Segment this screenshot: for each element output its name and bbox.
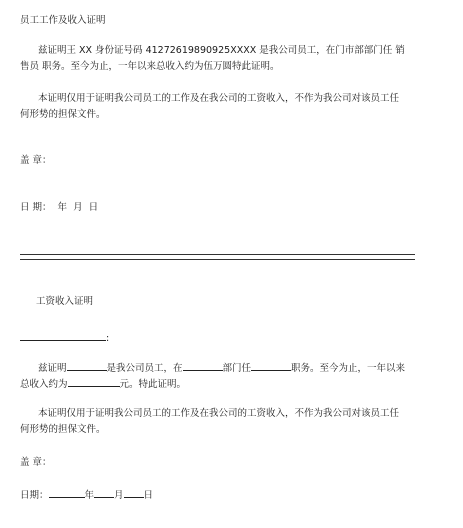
double-divider <box>20 254 415 260</box>
para1-text-a: 兹证明 <box>38 363 67 374</box>
section2-date-line <box>20 487 153 502</box>
section1-date-label: 日 期： 年 月 日 <box>20 202 99 213</box>
section2-title: 工资收入证明 <box>36 296 94 307</box>
day-label: 日 <box>143 490 154 501</box>
section2-para1-line1 <box>38 360 405 375</box>
section2-para2-line1: 本证明仅用于证明我公司员工的工作及在我公司的工资收入，不作为我公司对该员工任 <box>38 408 400 419</box>
recipient-blank <box>20 330 106 341</box>
year-blank <box>49 487 85 498</box>
para1-text-c: 部门任 <box>222 363 252 374</box>
section1-para1-line1: 兹证明王 XX 身份证号码 41272619890925XXXX 是我公司员工，在门市部部门任 销 <box>38 45 405 56</box>
para1-text-f: 元。特此证明。 <box>119 379 187 390</box>
section2-recipient-line <box>20 330 109 345</box>
para1-text-b: 是我公司员工，在 <box>106 363 183 374</box>
section2-para1-line2 <box>20 376 186 391</box>
section1-seal-label: 盖 章： <box>20 155 52 166</box>
section2-para2-line2: 何形势的担保文件。 <box>20 424 106 435</box>
section1-para1-line2: 售员 职务。至今为止，一年以来总收入约为伍万圆特此证明。 <box>20 61 280 72</box>
section2-seal-label: 盖 章： <box>20 457 52 468</box>
para1-text-d: 职务。至今为止，一年以来 <box>291 363 406 374</box>
year-label: 年 <box>84 490 95 501</box>
section1-para2-line2: 何形势的担保文件。 <box>20 109 106 120</box>
recipient-colon: : <box>106 333 110 344</box>
position-blank <box>251 360 291 371</box>
employee-name-blank <box>67 360 107 371</box>
section1-title: 员工工作及收入证明 <box>20 15 106 26</box>
para1-text-e: 总收入约为 <box>20 379 68 390</box>
income-blank <box>68 376 120 387</box>
date-label: 日期： <box>20 490 49 501</box>
day-blank <box>124 487 144 498</box>
department-blank <box>183 360 223 371</box>
month-label: 月 <box>114 490 124 501</box>
section1-para2-line1: 本证明仅用于证明我公司员工的工作及在我公司的工资收入，不作为我公司对该员工任 <box>38 93 400 104</box>
month-blank <box>94 487 114 498</box>
